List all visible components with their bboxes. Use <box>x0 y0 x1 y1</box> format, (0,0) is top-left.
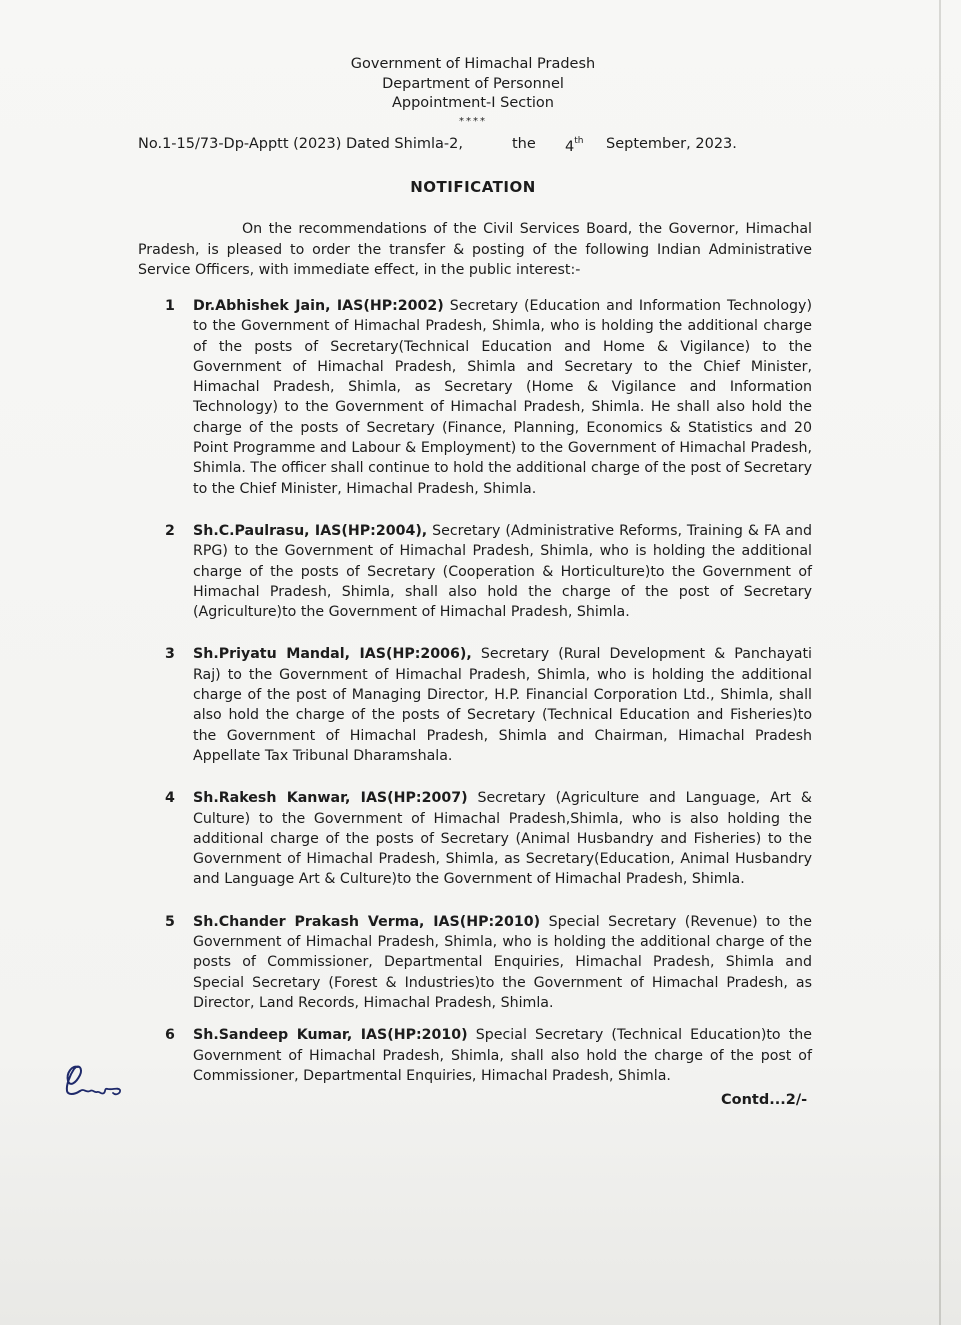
officer-name: Sh.Rakesh Kanwar, IAS(HP:2007) <box>193 790 468 807</box>
list-item <box>160 644 812 766</box>
item-text: Special Secretary (Revenue) to the Government of Himachal Pradesh, Shimla, who is holding the additional charge of the posts of Commissioner, Departmental Enquiries, Himachal Pradesh, Shimla and Special Secretary (Forest & Industries)to the Government of Himachal Pradesh, as Director, Land Records, Himachal Pradesh, Shimla. <box>193 913 813 1011</box>
reference-month-year: September, 2023. <box>606 136 737 152</box>
header-department: Department of Personnel <box>382 75 564 92</box>
reference-number: No.1-15/73-Dp-Apptt (2023) Dated Shimla-2, <box>138 136 463 152</box>
reference-the: the <box>512 136 536 152</box>
item-number: 3 <box>165 646 175 663</box>
intro-paragraph: On the recommendations of the Civil Services Board, the Governor, Himachal Pradesh, is pleased to order the transfer & posting of the following Indian Administrative Service Officers, with immediate effect, in the public interest:- <box>138 221 812 278</box>
item-text: Secretary (Education and Information Technology) to the Government of Himachal Pradesh, Shimla, who is holding the additional charge of the posts of Secretary(Technical Education and Home & Vigilance) to the Government of Himachal Pradesh, Shimla and Secretary to the Chief Minister, Himachal Pradesh, Shimla, as Secretary (Home & Vigilance and Information Technology) to the Government of Himachal Pradesh, Shimla. He shall also hold the charge of the posts of Secretary (Finance, Planning, Economics & Statistics and 20 Point Programme and Labour & Employment) to the Government of Himachal Pradesh, Shimla. The officer shall continue to hold the additional charge of the post of Secretary to the Chief Minister, Himachal Pradesh, Shimla. <box>193 298 812 497</box>
officer-name: Sh.Sandeep Kumar, IAS(HP:2010) <box>193 1027 468 1044</box>
item-number: 4 <box>165 790 175 807</box>
notification-title: NOTIFICATION <box>410 178 536 196</box>
item-text: Secretary (Rural Development & Panchayati Raj) to the Government of Himachal Pradesh, Shimla, who is holding the additional charge of the post of Managing Director, H.P. Financial Corporation Ltd., Shimla, shall also hold the charge of the posts of Secretary (Technical Education and Fisheries)to the Government of Himachal Pradesh, Shimla and Chairman, Himachal Pradesh Appellate Tax Tribunal Dharamshala. <box>193 646 812 764</box>
item-text: Secretary (Agriculture and Language, Art & Culture) to the Government of Himachal Pradesh,Shimla, who is also holding the additional charge of the posts of Secretary (Animal Husbandry and Fisheries) to the Government of Himachal Pradesh, Shimla, as Secretary(Education, Animal Husbandry and Language Art & Culture)to the Government of Himachal Pradesh, Shimla. <box>193 790 812 888</box>
list-item <box>160 788 812 889</box>
page-edge <box>939 0 941 1325</box>
reference-day-suffix: th <box>574 136 584 146</box>
item-number: 1 <box>165 298 175 314</box>
officer-name: Sh.Chander Prakash Verma, IAS(HP:2010) <box>193 913 541 930</box>
reference-day <box>565 136 583 155</box>
item-number: 2 <box>165 522 175 539</box>
list-item <box>160 296 812 499</box>
list-item <box>160 912 812 1013</box>
officer-name: Sh.C.Paulrasu, IAS(HP:2004), <box>193 522 428 539</box>
item-number: 5 <box>165 913 175 930</box>
reference-line <box>138 136 748 156</box>
letterhead <box>0 55 946 128</box>
list-item <box>160 521 812 622</box>
officer-name: Dr.Abhishek Jain, IAS(HP:2002) <box>193 298 444 314</box>
reference-day-number: 4 <box>565 139 575 155</box>
list-item <box>160 1025 812 1086</box>
posting-list <box>160 296 812 1086</box>
item-text: Special Secretary (Technical Education)to the Government of Himachal Pradesh, Shimla, shall also hold the charge of the post of Commissioner, Departmental Enquiries, Himachal Pradesh, Shimla. <box>193 1027 812 1084</box>
header-stars: **** <box>459 115 487 127</box>
item-text: Secretary (Administrative Reforms, Training & FA and RPG) to the Government of Himachal Pradesh, Shimla, who is holding the additional charge of the posts of Secretary (Cooperation & Horticulture)to the Government of Himachal Pradesh, Shimla, shall also hold the charge of the post of Secretary (Agriculture)to the Government of Himachal Pradesh, Shimla. <box>193 522 813 621</box>
header-section: Appointment-I Section <box>391 95 554 111</box>
signature-icon <box>58 1055 128 1105</box>
header-government: Government of Himachal Pradesh <box>350 56 596 72</box>
officer-name: Sh.Priyatu Mandal, IAS(HP:2006), <box>193 646 472 663</box>
continued-note: Contd...2/- <box>721 1092 808 1108</box>
item-number: 6 <box>165 1027 175 1044</box>
